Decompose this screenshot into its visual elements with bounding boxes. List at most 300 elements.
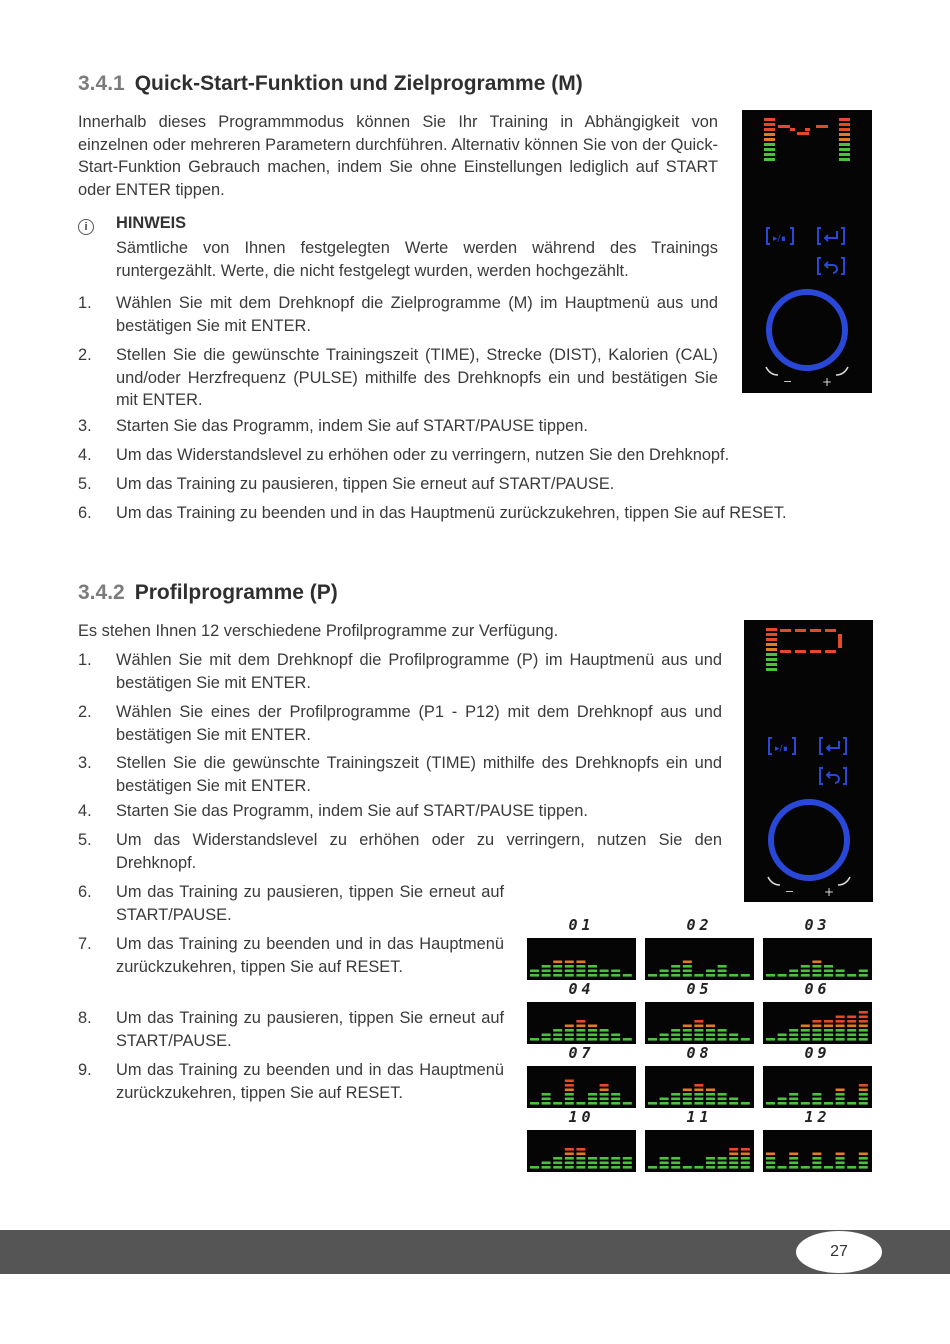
- profile-bar-segment: [600, 1089, 609, 1092]
- profile-bar-segment: [683, 1038, 692, 1041]
- list-item-number: 1.: [78, 294, 92, 312]
- profile-bar-segment: [565, 1034, 574, 1037]
- profile-bar-segment: [694, 1098, 703, 1101]
- profile-bar-segment: [766, 1153, 775, 1156]
- profile-bars: [527, 1130, 636, 1172]
- list-item-text: Um das Widerstandslevel zu erhöhen oder zu verringern, nutzen Sie den Drehknopf.: [116, 446, 730, 464]
- profile-bar-segment: [611, 1038, 620, 1041]
- profile-bar-segment: [660, 1098, 669, 1101]
- profile-bar-segment: [718, 1098, 727, 1101]
- profile-bar-segment: [801, 1029, 810, 1032]
- profile-bar-segment: [847, 1016, 856, 1019]
- profile-bar-segment: [694, 1020, 703, 1023]
- back-glyph: [825, 262, 837, 273]
- profile-bar-segment: [859, 1016, 868, 1019]
- profile-bar-segment: [836, 1093, 845, 1096]
- profile-bar-segment: [718, 1162, 727, 1165]
- profile-bar-segment: [683, 1089, 692, 1092]
- profile-bar-segment: [671, 1102, 680, 1105]
- profile-bar-segment: [611, 1166, 620, 1169]
- profile-bar-segment: [588, 965, 597, 968]
- profile-bar-segment: [741, 1148, 750, 1151]
- back-glyph: [827, 772, 839, 783]
- profile-bar-segment: [565, 1084, 574, 1087]
- list-item-number: 1.: [78, 651, 92, 669]
- profile-bar-segment: [859, 974, 868, 977]
- profile-label: 06: [804, 980, 831, 998]
- profile-bar-segment: [718, 974, 727, 977]
- profile-bar-segment: [812, 1098, 821, 1101]
- profile-bar-segment: [683, 961, 692, 964]
- profile-bar-segment: [600, 1098, 609, 1101]
- profile-bar-segment: [553, 970, 562, 973]
- profile-bar-segment: [600, 1162, 609, 1165]
- profile-bar-segment: [836, 1157, 845, 1160]
- profile-bar-segment: [812, 970, 821, 973]
- profile-screen: [763, 1130, 872, 1172]
- profile-bar-segment: [542, 1102, 551, 1105]
- profile-bar-segment: [588, 1098, 597, 1101]
- profile-bar-segment: [694, 1102, 703, 1105]
- profile-bar-segment: [706, 1038, 715, 1041]
- profile-bar-segment: [542, 1034, 551, 1037]
- section-number: 3.4.2: [78, 581, 125, 604]
- profile-screen: [527, 1002, 636, 1044]
- profile-bar-segment: [588, 1038, 597, 1041]
- profile-bar-segment: [812, 1157, 821, 1160]
- info-icon: i: [78, 219, 94, 235]
- profile-bar-segment: [600, 1034, 609, 1037]
- profile-bar-segment: [789, 1166, 798, 1169]
- profile-bar-segment: [542, 1038, 551, 1041]
- profile-bar-segment: [576, 1153, 585, 1156]
- list-item-number: 2.: [78, 703, 92, 721]
- profile-bar-segment: [706, 1029, 715, 1032]
- profile-bar-segment: [565, 974, 574, 977]
- profile-bar-segment: [859, 1038, 868, 1041]
- led-segment: [839, 148, 850, 151]
- profile-bar-segment: [542, 974, 551, 977]
- profile-bar-segment: [729, 974, 738, 977]
- profile-bar-segment: [553, 965, 562, 968]
- led-segment: [797, 132, 809, 135]
- profile-bar-segment: [718, 965, 727, 968]
- led-segment: [764, 153, 775, 156]
- led-segment: [764, 128, 775, 131]
- led-segment: [839, 138, 850, 141]
- profile-bar-segment: [859, 1089, 868, 1092]
- profile-bar-segment: [824, 965, 833, 968]
- led-segment: [764, 123, 775, 126]
- profile-bar-segment: [565, 1157, 574, 1160]
- profile-bar-segment: [836, 1166, 845, 1169]
- section-title: Quick-Start-Funktion und Zielprogramme (M): [134, 72, 583, 95]
- profile-bar-segment: [623, 1166, 632, 1169]
- profile-label: 12: [804, 1108, 831, 1126]
- profile-bar-segment: [576, 1025, 585, 1028]
- profile-bar-segment: [576, 1102, 585, 1105]
- profile-bar-segment: [565, 1089, 574, 1092]
- profile-bar-segment: [718, 970, 727, 973]
- profile-bar-segment: [611, 974, 620, 977]
- profile-bar-segment: [706, 1102, 715, 1105]
- led-segment: [839, 158, 850, 161]
- profile-bar-segment: [789, 1102, 798, 1105]
- profile-label: 09: [804, 1044, 831, 1062]
- profile-bar-segment: [812, 961, 821, 964]
- profile-bar-segment: [718, 1029, 727, 1032]
- profile-bar-segment: [706, 1034, 715, 1037]
- led-segment: [839, 133, 850, 136]
- profile-bar-segment: [741, 1153, 750, 1156]
- profile-bar-segment: [553, 1166, 562, 1169]
- profile-bar-segment: [683, 1029, 692, 1032]
- profile-screen: [645, 938, 754, 980]
- profile-bar-segment: [789, 1034, 798, 1037]
- profile-bar-segment: [576, 1148, 585, 1151]
- profile-bar-segment: [542, 1093, 551, 1096]
- led-segment: [839, 123, 850, 126]
- led-segment: [839, 153, 850, 156]
- profile-screen: [645, 1130, 754, 1172]
- profile-bar-segment: [576, 1034, 585, 1037]
- led-segment: [764, 158, 775, 161]
- profile-bar-segment: [812, 965, 821, 968]
- profile-bar-segment: [766, 1102, 775, 1105]
- profile-bar-segment: [565, 1029, 574, 1032]
- profile-screen: [527, 938, 636, 980]
- list-item-number: 4.: [78, 802, 92, 820]
- list-item-text: Starten Sie das Programm, indem Sie auf START/PAUSE tippen.: [116, 802, 588, 820]
- profile-bar-segment: [648, 1038, 657, 1041]
- profile-bar-segment: [671, 1038, 680, 1041]
- list-item-text: Um das Training zu pausieren, tippen Sie erneut auf START/PAUSE.: [116, 1009, 504, 1050]
- profile-bar-segment: [588, 1034, 597, 1037]
- profile-bar-segment: [660, 1166, 669, 1169]
- profile-bar-segment: [600, 1093, 609, 1096]
- led-segment: [778, 125, 790, 128]
- profile-bars: [645, 1130, 754, 1172]
- led-segment: [766, 663, 777, 666]
- profile-bar-segment: [623, 1102, 632, 1105]
- profile-bar-segment: [812, 1102, 821, 1105]
- led-segment: [766, 648, 777, 651]
- profile-bar-segment: [671, 974, 680, 977]
- profile-bar-segment: [812, 1020, 821, 1023]
- led-segment: [805, 128, 810, 131]
- profile-bar-segment: [789, 1093, 798, 1096]
- profile-bar-segment: [718, 1102, 727, 1105]
- profile-screen: [763, 1066, 872, 1108]
- profile-bar-segment: [683, 1166, 692, 1169]
- profile-bar-segment: [824, 1025, 833, 1028]
- profile-bar-segment: [741, 1157, 750, 1160]
- profile-bar-segment: [553, 1162, 562, 1165]
- profile-bar-segment: [847, 974, 856, 977]
- profile-bar-segment: [694, 974, 703, 977]
- profile-bar-segment: [859, 1162, 868, 1165]
- led-segment: [790, 128, 795, 131]
- profile-bar-segment: [836, 1098, 845, 1101]
- profile-bar-segment: [660, 1102, 669, 1105]
- profile-bar-segment: [812, 1029, 821, 1032]
- profile-bars: [645, 1066, 754, 1108]
- profile-bar-segment: [694, 1025, 703, 1028]
- console-display-p: [744, 620, 873, 902]
- rotate-left-arrow: [768, 877, 780, 885]
- profile-bar-segment: [611, 1098, 620, 1101]
- led-segment: [810, 650, 821, 653]
- profile-bar-segment: [778, 1166, 787, 1169]
- list-item-text: Um das Training zu beenden und in das Hauptmenü zurückzukehren, tippen Sie auf RESET.: [116, 504, 787, 522]
- profile-bar-segment: [847, 1020, 856, 1023]
- profile-bar-segment: [741, 1166, 750, 1169]
- profile-bar-segment: [588, 970, 597, 973]
- profile-bar-segment: [801, 974, 810, 977]
- profile-bar-segment: [718, 1093, 727, 1096]
- list-item-text: Um das Training zu pausieren, tippen Sie erneut auf START/PAUSE.: [116, 475, 615, 493]
- profile-bars: [527, 1002, 636, 1044]
- profile-bar-segment: [683, 1034, 692, 1037]
- profile-bar-segment: [623, 1157, 632, 1160]
- profile-screen: [527, 1130, 636, 1172]
- profile-bar-segment: [600, 1166, 609, 1169]
- profile-bar-segment: [824, 1029, 833, 1032]
- profile-bar-segment: [824, 974, 833, 977]
- console-display-graphic: [744, 620, 873, 902]
- profile-bar-segment: [706, 1157, 715, 1160]
- profile-bar-segment: [588, 1102, 597, 1105]
- profile-bar-segment: [694, 1089, 703, 1092]
- profile-label: 05: [686, 980, 713, 998]
- profile-bar-segment: [611, 1162, 620, 1165]
- list-item-number: 5.: [78, 475, 92, 493]
- profile-bar-segment: [729, 1148, 738, 1151]
- profile-bar-segment: [812, 1025, 821, 1028]
- profile-bar-segment: [801, 1102, 810, 1105]
- profile-screen: [527, 1066, 636, 1108]
- list-item-text: Um das Training zu beenden und in das Hauptmenü zurückzukehren, tippen Sie auf RESET.: [116, 1061, 504, 1102]
- profile-bar-segment: [542, 1162, 551, 1165]
- section-heading-3-4-1: [78, 72, 583, 96]
- profile-bar-segment: [824, 1102, 833, 1105]
- profile-bar-segment: [789, 974, 798, 977]
- profile-bar-segment: [836, 1153, 845, 1156]
- profile-bar-segment: [565, 1093, 574, 1096]
- profile-bar-segment: [836, 1034, 845, 1037]
- list-item-text: Stellen Sie die gewünschte Trainingszeit (TIME), Strecke (DIST), Kalorien (CAL) und/oder Herzfrequenz (PULSE) mithilfe des Drehknopfs ein und bestätigen Sie mit ENTER.: [116, 346, 718, 409]
- profile-bar-segment: [718, 1166, 727, 1169]
- profile-bar-segment: [801, 965, 810, 968]
- profile-bar-segment: [576, 974, 585, 977]
- profile-bar-segment: [741, 974, 750, 977]
- profile-bar-segment: [812, 974, 821, 977]
- profile-bar-segment: [766, 974, 775, 977]
- profile-bar-segment: [530, 1102, 539, 1105]
- profile-bar-segment: [576, 1162, 585, 1165]
- profile-bar-segment: [801, 1034, 810, 1037]
- profile-bar-segment: [706, 1025, 715, 1028]
- profile-bar-segment: [778, 1102, 787, 1105]
- play-pause-glyph: ▸/∎: [773, 234, 787, 244]
- list-item-text: Um das Widerstandslevel zu erhöhen oder zu verringern, nutzen Sie den Drehknopf.: [116, 831, 722, 872]
- profile-bar-segment: [600, 1102, 609, 1105]
- minus-sign: −: [785, 885, 795, 898]
- profile-bar-segment: [611, 1093, 620, 1096]
- led-segment: [780, 650, 791, 653]
- note-title: HINWEIS: [116, 214, 187, 232]
- profile-label: 04: [568, 980, 595, 998]
- list-item-text: Wählen Sie mit dem Drehknopf die Profilprogramme (P) im Hauptmenü aus und bestätigen Sie mit ENTER.: [116, 651, 722, 692]
- profile-bar-segment: [542, 965, 551, 968]
- profile-bar-segment: [683, 1025, 692, 1028]
- list-item-text: Wählen Sie eines der Profilprogramme (P1 - P12) mit dem Drehknopf aus und bestätigen Sie mit ENTER.: [116, 703, 722, 744]
- led-segment: [825, 629, 836, 632]
- profile-label: 02: [686, 916, 713, 934]
- profile-bar-segment: [812, 1093, 821, 1096]
- profile-label: 03: [804, 916, 831, 934]
- profile-bar-segment: [778, 1034, 787, 1037]
- section-intro: Innerhalb dieses Programmmodus können Sie Ihr Training in Abhängigkeit von einzelnen oder mehreren Parametern durchführen. Alternativ können Sie von der Quick-Start-Funktion Gebrauch machen, indem Sie ohne Einstellungen lediglich auf START oder ENTER tippen.: [78, 113, 718, 199]
- profile-bar-segment: [729, 1102, 738, 1105]
- list-item-number: 6.: [78, 504, 92, 522]
- led-segment: [766, 643, 777, 646]
- profile-bar-segment: [706, 974, 715, 977]
- profile-bar-segment: [859, 1020, 868, 1023]
- profile-bar-segment: [576, 1166, 585, 1169]
- profile-bar-segment: [859, 1025, 868, 1028]
- profile-bars: [527, 1066, 636, 1108]
- profile-bar-segment: [836, 1029, 845, 1032]
- profile-bar-segment: [588, 1029, 597, 1032]
- profile-bar-segment: [789, 1029, 798, 1032]
- profile-bar-segment: [671, 965, 680, 968]
- profile-bar-segment: [671, 1093, 680, 1096]
- profile-bar-segment: [600, 1038, 609, 1041]
- profile-bar-segment: [824, 1034, 833, 1037]
- list-item-number: 9.: [78, 1061, 92, 1079]
- profile-bar-segment: [729, 1157, 738, 1160]
- list-item-number: 3.: [78, 417, 92, 435]
- profile-bar-segment: [542, 970, 551, 973]
- profile-label: 01: [568, 916, 595, 934]
- list-item-number: 5.: [78, 831, 92, 849]
- profile-bar-segment: [683, 970, 692, 973]
- led-segment: [766, 658, 777, 661]
- profile-bar-segment: [671, 1034, 680, 1037]
- profile-bar-segment: [859, 1029, 868, 1032]
- profile-bar-segment: [801, 970, 810, 973]
- profile-bar-segment: [694, 1038, 703, 1041]
- profile-bar-segment: [660, 974, 669, 977]
- console-display-m: [742, 110, 872, 393]
- section-heading-3-4-2: [78, 581, 338, 605]
- enter-icon: [820, 738, 846, 754]
- rotary-knob-icon: [769, 292, 845, 368]
- profile-bar-segment: [706, 1162, 715, 1165]
- profile-bar-segment: [859, 970, 868, 973]
- profile-bar-segment: [789, 1153, 798, 1156]
- profile-bar-segment: [553, 961, 562, 964]
- led-segment: [766, 638, 777, 641]
- profile-bar-segment: [553, 1038, 562, 1041]
- profile-bar-segment: [648, 1102, 657, 1105]
- profile-bar-segment: [778, 1038, 787, 1041]
- profile-bars: [763, 1066, 872, 1108]
- profile-bar-segment: [824, 1166, 833, 1169]
- section-number: 3.4.1: [78, 72, 125, 95]
- led-segment: [780, 629, 791, 632]
- led-segment: [766, 668, 777, 671]
- profile-bar-segment: [766, 1162, 775, 1165]
- led-segment: [766, 633, 777, 636]
- list-item-number: 2.: [78, 346, 92, 364]
- list-item-number: 8.: [78, 1009, 92, 1027]
- profile-label: 10: [568, 1108, 595, 1126]
- profile-bar-segment: [530, 1166, 539, 1169]
- profile-bar-segment: [859, 1098, 868, 1101]
- profile-bar-segment: [542, 1166, 551, 1169]
- profile-bar-segment: [812, 1162, 821, 1165]
- led-segment: [839, 143, 850, 146]
- led-segment: [816, 125, 828, 128]
- profile-bar-segment: [859, 1034, 868, 1037]
- profile-bar-segment: [766, 1166, 775, 1169]
- profile-bar-segment: [729, 1153, 738, 1156]
- profile-bar-segment: [683, 965, 692, 968]
- profile-bar-segment: [671, 970, 680, 973]
- profile-bar-segment: [718, 1034, 727, 1037]
- profile-bar-segment: [565, 970, 574, 973]
- profile-bar-segment: [778, 1098, 787, 1101]
- profile-bar-segment: [812, 1166, 821, 1169]
- list-item-number: 3.: [78, 754, 92, 772]
- rotate-right-arrow: [836, 367, 848, 375]
- profile-bar-segment: [801, 1166, 810, 1169]
- profile-bar-segment: [801, 1038, 810, 1041]
- profile-bar-segment: [836, 1038, 845, 1041]
- profile-bar-segment: [648, 974, 657, 977]
- list-item-text: Wählen Sie mit dem Drehknopf die Zielprogramme (M) im Hauptmenü aus und bestätigen Sie mit ENTER.: [116, 294, 718, 335]
- profile-bar-segment: [576, 1020, 585, 1023]
- profile-bar-segment: [812, 1034, 821, 1037]
- profile-bar-segment: [588, 1025, 597, 1028]
- profile-bar-segment: [789, 1098, 798, 1101]
- profile-screen: [763, 1002, 872, 1044]
- profile-bar-segment: [542, 1098, 551, 1101]
- profile-bar-segment: [729, 1166, 738, 1169]
- profile-bar-segment: [660, 1162, 669, 1165]
- profile-screen: [645, 1002, 754, 1044]
- profile-bar-segment: [836, 970, 845, 973]
- profile-bar-segment: [565, 965, 574, 968]
- enter-glyph: [827, 741, 839, 751]
- profile-bar-segment: [671, 1166, 680, 1169]
- profile-bar-segment: [600, 1029, 609, 1032]
- profile-bar-segment: [836, 1025, 845, 1028]
- profile-bar-segment: [801, 1025, 810, 1028]
- profile-bar-segment: [706, 1089, 715, 1092]
- enter-icon: [818, 228, 844, 244]
- led-segment: [764, 138, 775, 141]
- rotate-left-arrow: [766, 367, 778, 375]
- profile-bar-segment: [683, 1098, 692, 1101]
- list-item-text: Um das Training zu beenden und in das Hauptmenü zurückzukehren, tippen Sie auf RESET.: [116, 935, 504, 976]
- minus-sign: −: [783, 375, 793, 388]
- profile-bar-segment: [530, 1038, 539, 1041]
- profile-bar-segment: [694, 1029, 703, 1032]
- rotate-right-arrow: [838, 877, 850, 885]
